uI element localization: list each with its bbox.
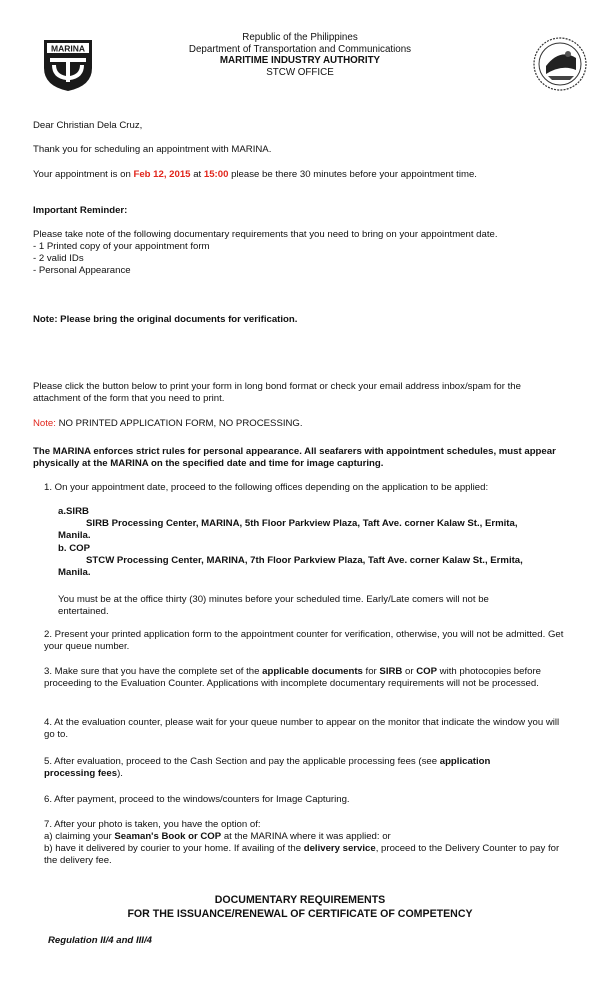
appointment-mid: at bbox=[190, 169, 204, 180]
step-7-option-b bbox=[44, 843, 566, 868]
appointment-post: please be there 30 minutes before your appointment time. bbox=[228, 169, 477, 180]
step-7-option-a bbox=[44, 831, 579, 843]
cop-label: b. COP bbox=[58, 543, 90, 554]
thank-you-text: Thank you for scheduling an appointment with MARINA. bbox=[33, 144, 272, 155]
step-3-c: for bbox=[362, 666, 380, 677]
header-office: STCW OFFICE bbox=[266, 66, 334, 78]
appointment-date: Feb 12, 2015 bbox=[133, 169, 191, 180]
print-instruction: Please click the button below to print your form in long bond format or check your email address inbox/spam for the attachment of the form that you need to print. bbox=[33, 381, 521, 405]
header-country: Republic of the Philippines bbox=[242, 32, 358, 43]
step-7-intro: 7. After your photo is taken, you have the option of: bbox=[44, 819, 261, 830]
step-3-g: with photocopies before proceeding to the Evaluation Counter. Applications with incomplete documentary requirements will not be processed. bbox=[44, 666, 542, 690]
cop-address-cont: Manila. bbox=[58, 567, 91, 578]
header-agency: MARITIME INDUSTRY AUTHORITY bbox=[219, 55, 381, 67]
reminder-item: - 1 Printed copy of your appointment form bbox=[33, 241, 210, 252]
early-late-note: You must be at the office thirty (30) minutes before your scheduled time. Early/Late comers will not be entertained. bbox=[58, 594, 489, 618]
no-form-text: NO PRINTED APPLICATION FORM, NO PROCESSING. bbox=[55, 418, 303, 429]
reminder-intro: Please take note of the following documentary requirements that you need to bring on your appointment date. bbox=[33, 229, 498, 240]
no-form-label: Note: bbox=[33, 418, 56, 429]
cop-address: STCW Processing Center, MARINA, 7th Floor Parkview Plaza, Taft Ave. corner Kalaw St., Ermita, bbox=[86, 555, 523, 566]
step-3-cop: COP bbox=[416, 666, 438, 677]
step-3 bbox=[44, 666, 566, 691]
doc-requirements-subtitle: FOR THE ISSUANCE/RENEWAL OF CERTIFICATE OF COMPETENCY bbox=[127, 908, 473, 920]
no-form-note bbox=[33, 418, 568, 430]
personal-appearance-notice: The MARINA enforces strict rules for personal appearance. All seafarers with appointment schedules, must appear physically at the MARINA on the specified date and time for image capturing. bbox=[33, 446, 556, 470]
reminder-item: - Personal Appearance bbox=[33, 265, 131, 276]
processing-fees-link: application processing fees bbox=[44, 756, 491, 780]
step-7a-post: at the MARINA where it was applied: or bbox=[221, 831, 391, 842]
reminder-heading: Important Reminder: bbox=[33, 205, 128, 216]
step-7b-post: , proceed to the Delivery Counter to pay for the delivery fee. bbox=[44, 843, 560, 867]
appointment-pre: Your appointment is on bbox=[33, 169, 134, 180]
appointment-time: 15:00 bbox=[203, 169, 229, 180]
letterhead bbox=[0, 32, 600, 78]
greeting: Dear Christian Dela Cruz, bbox=[33, 120, 143, 131]
sirb-label: a.SIRB bbox=[58, 506, 89, 517]
step-3-a: 3. Make sure that you have the complete set of the bbox=[44, 666, 263, 677]
original-docs-note: Note: Please bring the original documents for verification. bbox=[33, 314, 298, 325]
step-3-sirb: SIRB bbox=[379, 666, 403, 677]
step-6: 6. After payment, proceed to the windows/counters for Image Capturing. bbox=[44, 794, 350, 805]
step-7a-pre: a) claiming your bbox=[44, 831, 115, 842]
step-5 bbox=[44, 756, 544, 781]
logo-text: MARINA bbox=[51, 43, 85, 54]
step-5-a: 5. After evaluation, proceed to the Cash Section and pay the applicable processing fees (see bbox=[44, 756, 440, 767]
step-2: 2. Present your printed application form to the appointment counter for verification, otherwise, you will not be admitted. Get your queue number. bbox=[44, 629, 564, 653]
sirb-address: SIRB Processing Center, MARINA, 5th Floor Parkview Plaza, Taft Ave. corner Kalaw St., Ermita, bbox=[86, 518, 518, 529]
step-7b-pre: b) have it delivered by courier to your home. If availing of the bbox=[44, 843, 304, 854]
reminder-item: - 2 valid IDs bbox=[33, 253, 84, 264]
step-7a-bold: Seaman's Book or COP bbox=[114, 831, 222, 842]
applicable-documents-link: applicable documents bbox=[262, 666, 363, 677]
step-4: 4. At the evaluation counter, please wait for your queue number to appear on the monitor that indicate the window you will go to. bbox=[44, 717, 560, 741]
doc-requirements-title: DOCUMENTARY REQUIREMENTS bbox=[214, 894, 386, 906]
header-department: Department of Transportation and Communications bbox=[188, 43, 412, 55]
regulation-label: Regulation II/4 and III/4 bbox=[48, 935, 152, 946]
delivery-service-text: delivery service bbox=[303, 843, 376, 854]
step-5-c: ). bbox=[117, 768, 123, 780]
sirb-address-cont: Manila. bbox=[58, 530, 91, 541]
step-3-e: or bbox=[402, 666, 417, 677]
appointment-line bbox=[33, 169, 568, 181]
step-1: 1. On your appointment date, proceed to the following offices depending on the application to be applied: bbox=[44, 482, 489, 493]
